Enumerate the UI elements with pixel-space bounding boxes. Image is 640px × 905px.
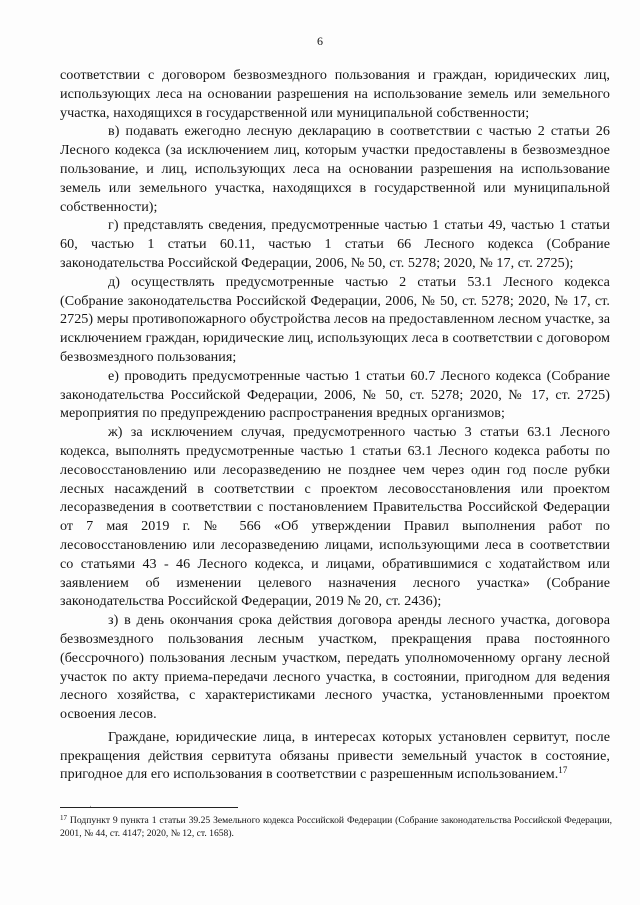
footnote-reference[interactable]: 17: [558, 765, 568, 776]
paragraph-item-z: з) в день окончания срока действия договора аренды лесного участка, договора безвозмездного пользования лесным участком, прекращения права постоянного (бессрочного) пользования лесным участком, передать уполномоченному органу лесной участок по акту приема-передачи лесного участка, в состоянии, пригодном для ведения лесного хозяйства, с характеристиками лесного участка, установленными проектом освоения лесов.: [60, 612, 610, 723]
paragraph-item-e: е) проводить предусмотренные частью 1 статьи 60.7 Лесного кодекса (Собрание законодательства Российской Федерации, 2006, № 50, ст. 5278; 2020, № 17, ст. 2725) мероприятия по предупреждению распространения вредных организмов;: [60, 367, 610, 422]
paragraph-item-zh: ж) за исключением случая, предусмотренного частью 3 статьи 63.1 Лесного кодекса, выполнять предусмотренные частью 1 статьи 63.1 Лесного кодекса работы по лесовосстановлению или лесоразведению не позднее чем через один год после рубки лесных насаждений в соответствии с проектом лесовосстановления или проектом лесоразведения в соответствии с постановлением Правительства Российской Федерации от 7 мая 2019 г. № 566 «Об утверждении Правил выполнения работ по лесовосстановлению или лесоразведению лицами, использующими леса в соответствии со статьями 43 - 46 Лесного кодекса, и лицами, обратившимися с ходатайством или заявлением об изменении целевого назначения лесного участка» (Собрание законодательства Российской Федерации, 2019 № 20, ст. 2436);: [60, 424, 610, 610]
paragraph-item-v: в) подавать ежегодно лесную декларацию в соответствии с частью 2 статьи 26 Лесного кодекса (за исключением лиц, которым участки предоставлены в безвозмездное пользование, и лиц, использующих леса на основании разрешения на использование земель или земельного участка, находящихся в государственной или муниципальной собственности);: [60, 123, 610, 215]
footnote-text: Подпункт 9 пункта 1 статьи 39.25 Земельного кодекса Российской Федерации (Собрание законодательства Российской Федерации, 2001, № 44, ст. 4147; 2020, № 12, ст. 1658).: [60, 815, 612, 839]
paragraph-servitude-text: Граждане, юридические лица, в интересах которых установлен сервитут, после прекращения действия сервитута обязаны привести земельный участок в состояние, пригодное для его использования в соответствии с разрешенным использованием.: [60, 728, 610, 783]
paragraph-item-g: г) представлять сведения, предусмотренные частью 1 статьи 49, частью 1 статьи 60, частью 1 статьи 60.11, частью 1 статьи 66 Лесного кодекса (Собрание законодательства Российской Федерации, 2006, № 50, ст. 5278; 2020, № 17, ст. 2725);: [60, 217, 610, 271]
page-number: 6: [317, 34, 323, 48]
footnote: [60, 814, 612, 840]
paragraph-servitude: [60, 728, 610, 784]
paragraph-item-d: д) осуществлять предусмотренные частью 2 статьи 53.1 Лесного кодекса (Собрание законодательства Российской Федерации, 2006, № 50, ст. 5278; 2020, № 17, ст. 2725) меры противопожарного обустройства лесов на предоставленном лесном участке, за исключением граждан, юридические лиц, использующих леса в соответствии с договором безвозмездного пользования;: [60, 273, 610, 365]
body-text: [60, 66, 610, 784]
footnote-number: 17: [60, 814, 67, 822]
stray-tick-mark: ˌ: [89, 797, 93, 808]
footnote-divider: [60, 807, 238, 808]
paragraph-continuation: соответствии с договором безвозмездного пользования и граждан, юридических лиц, использующих леса на основании разрешения на использование земель или земельного участка, находящихся в государственной или муниципальной собственности;: [60, 67, 610, 121]
